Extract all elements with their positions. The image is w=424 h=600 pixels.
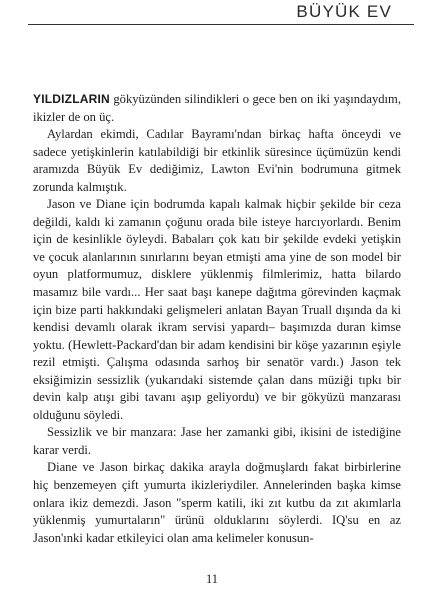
page-number: 11 (205, 572, 219, 586)
paragraph-1 (33, 91, 401, 126)
paragraph-3: Jason ve Diane için bodrumda kapalı kalmak hiçbir şekilde bir ceza değildi, kaldı ki zamanın çoğunu orada bile isteye harcıyorlardı. Benim için de kesinlikle öyleydi. Babaları çok katı bir şekilde evdeki yetişkin ve çocuk alanlarının sınırlarını beyan etmişti ama yine de son model bir oyun platformumuz, disklere yüklenmiş filmlerimiz, hatta bilardo masamız bile vardı... Her saat başı kanepe dağıtma görevinden kaçmak için bize parti hakkındaki gelişmeleri anlatan Bayan Truall dışında da ki kendisi devamlı olarak ikram servisi yapardı– başımızda duran kimse yoktu. (Hewlett-Packard'dan bir adam kendisini bir köşe yazarının eşiyle rezil etmişti. Çalışma odasında sarhoş bir senatör vardı.) Jason tek eksiğimizin sessizlik (yukarıdaki sistemde çalan dans müziği tıpkı bir devin kalp atışı gibi tavanı aşıp geliyordu) ve bir gökyüzü manzarası olduğunu söyledi. (33, 197, 401, 422)
header-rule (28, 24, 414, 25)
paragraph-4: Sessizlik ve bir manzara: Jase her zamanki gibi, ikisini de istediğine karar verdi. (33, 425, 401, 457)
paragraph-5: Diane ve Jason birkaç dakika arayla doğmuşlardı fakat birbirlerine hiç benzemeyen çift yumurta ikizleriydiler. Annelerinden başka kimse onlara ikiz demezdi. Jason "sperm katili, iki zıt kutbu da zıt akımlarla yüklenmiş yumurtaların" ürünü olduklarını söylerdi. IQ'su en az Jason'ınki kadar etkileyici olan ama kelimeler konusun- (33, 460, 401, 545)
paragraph-2: Aylardan ekimdi, Cadılar Bayramı'ndan birkaç hafta önceydi ve sadece yetişkinlerin katılabildiği bir etkinlik süresince üçümüzün kendi aramızda Büyük Ev dediğimiz, Lawton Evi'nin bodrumuna gitmek zorunda kalmıştık. (33, 127, 401, 194)
running-header-title: BÜYÜK EV (296, 2, 392, 21)
paragraph-1-text: gökyüzünden silindikleri o gece ben on iki yaşındaydım, ikizler de on üç. (33, 92, 401, 124)
body-text (33, 91, 401, 547)
lead-word: YILDIZLARIN (33, 92, 110, 106)
